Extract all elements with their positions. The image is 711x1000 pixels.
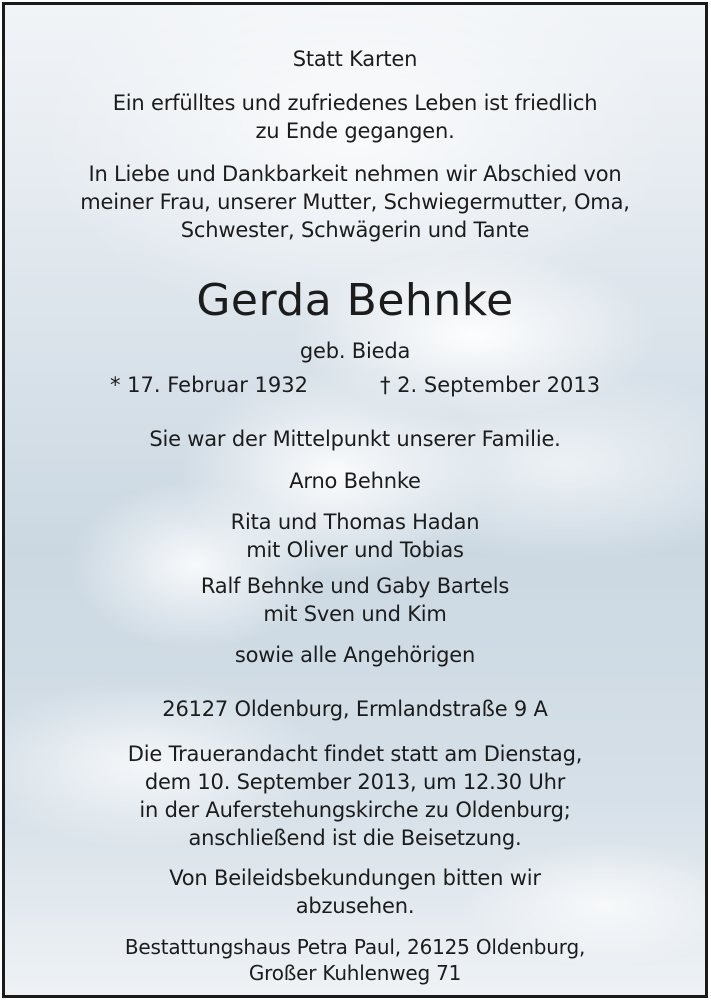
farewell-line: meiner Frau, unserer Mutter, Schwiegermutter, Oma, — [80, 190, 630, 214]
mourner-line: sowie alle Angehörigen — [234, 643, 476, 667]
condolence-line: abzusehen. — [295, 894, 415, 918]
mourner-line: mit Sven und Kim — [263, 602, 447, 626]
service-line: dem 10. September 2013, um 12.30 Uhr — [144, 770, 566, 794]
maiden-name: geb. Bieda — [299, 339, 411, 363]
obituary-notice — [2, 2, 708, 998]
birth-date: * 17. Februar 1932 — [110, 373, 308, 397]
intro-line: Ein erfülltes und zufriedenes Leben ist friedlich — [112, 91, 598, 115]
condolence-line: Von Beileidsbekundungen bitten wir — [169, 866, 541, 890]
tribute: Sie war der Mittelpunkt unserer Familie. — [149, 427, 561, 451]
mourner-line: Rita und Thomas Hadan — [230, 510, 480, 534]
funeral-home-line: Großer Kuhlenweg 71 — [248, 961, 462, 985]
mourner-line: Arno Behnke — [289, 469, 421, 493]
life-dates — [5, 371, 705, 399]
funeral-home-line: Bestattungshaus Petra Paul, 26125 Oldenburg, — [124, 935, 586, 959]
death-date: † 2. September 2013 — [380, 373, 601, 397]
mourner-line: mit Oliver und Tobias — [246, 538, 464, 562]
service-line: in der Auferstehungskirche zu Oldenburg; — [139, 798, 571, 822]
service-line: anschließend ist die Beisetzung. — [188, 826, 522, 850]
mourner-line: Ralf Behnke und Gaby Bartels — [200, 574, 510, 598]
address: 26127 Oldenburg, Ermlandstraße 9 A — [162, 697, 548, 721]
intro-line: zu Ende gegangen. — [255, 119, 455, 143]
deceased-name: Gerda Behnke — [196, 275, 514, 326]
service-line: Die Trauerandacht findet statt am Dienstag, — [127, 742, 583, 766]
farewell-line: Schwester, Schwägerin und Tante — [180, 218, 530, 242]
heading: Statt Karten — [292, 47, 418, 71]
farewell-line: In Liebe und Dankbarkeit nehmen wir Abschied von — [88, 162, 622, 186]
